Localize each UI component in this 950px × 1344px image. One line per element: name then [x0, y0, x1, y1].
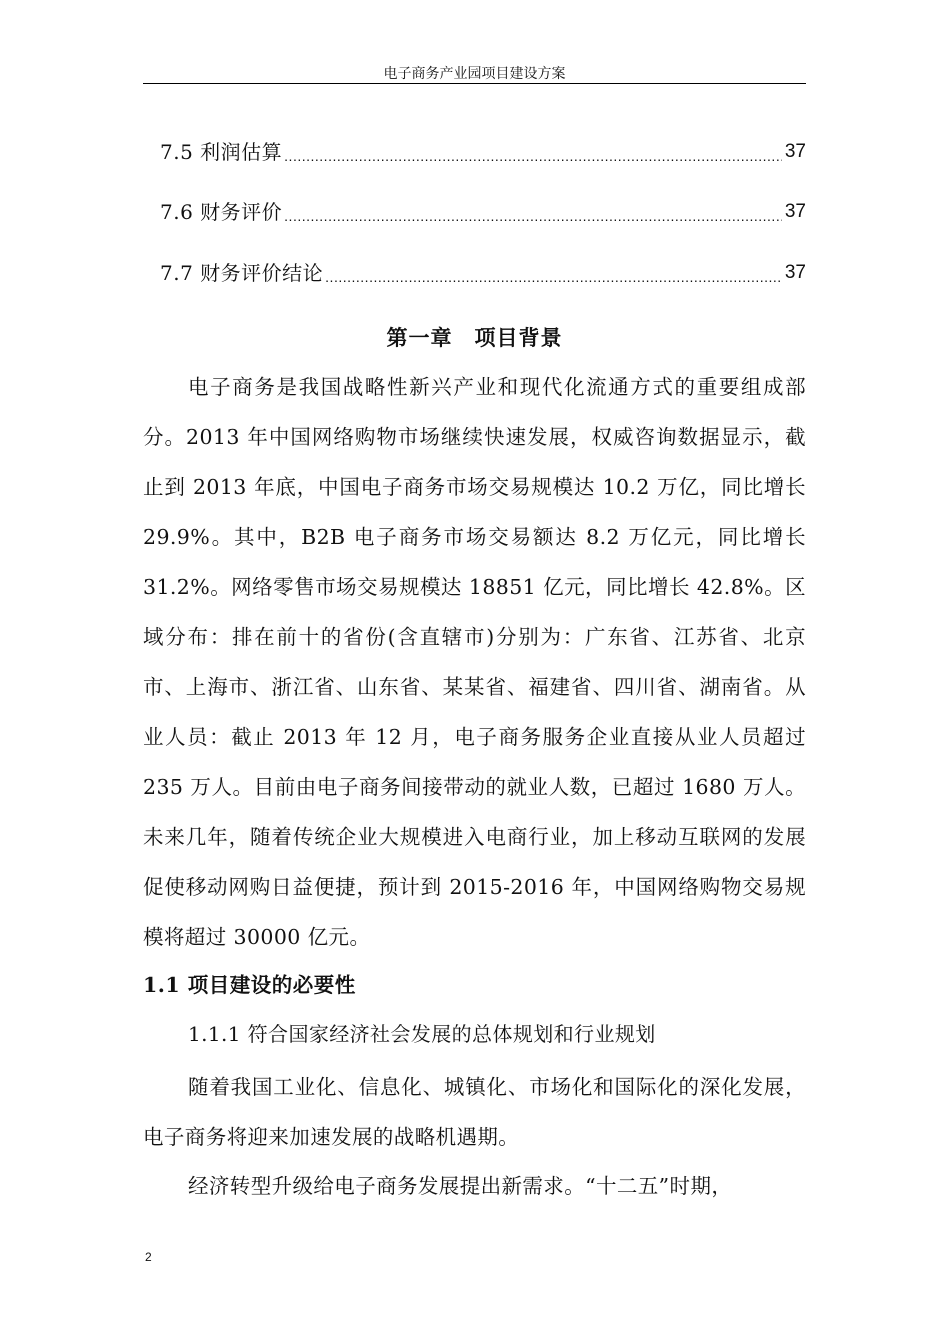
toc-entry-title: 7.5 利润估算	[160, 140, 283, 164]
section-heading: 1.1 项目建设的必要性	[143, 973, 356, 997]
paragraph-opportunity: 随着我国工业化、信息化、城镇化、市场化和国际化的深化发展，电子商务将迎来加速发展的战略机遇期。	[143, 1075, 806, 1149]
subsection-heading: 1.1.1 符合国家经济社会发展的总体规划和行业规划	[188, 1022, 656, 1046]
toc-entry[interactable]	[160, 197, 806, 227]
toc-entry-title: 7.6 财务评价	[160, 200, 283, 224]
toc-entry-title: 7.7 财务评价结论	[160, 261, 324, 285]
page-number: 2	[145, 1250, 152, 1264]
toc-entry-page: 37	[784, 141, 806, 162]
toc-leader-dots	[284, 145, 782, 167]
toc-leader-dots	[325, 266, 782, 288]
toc-entry-page: 37	[784, 201, 806, 222]
chapter-title: 第一章 项目背景	[386, 325, 563, 350]
running-header: 电子商务产业园项目建设方案	[383, 66, 566, 82]
toc-entry[interactable]	[160, 258, 806, 288]
toc-entry[interactable]	[160, 137, 806, 167]
header-rule	[143, 83, 806, 84]
paragraph-background: 电子商务是我国战略性新兴产业和现代化流通方式的重要组成部分。2013 年中国网络购物市场继续快速发展，权威咨询数据显示，截止到 2013 年底，中国电子商务市场交易规模达 10.2 万亿，同比增长 29.9%。其中，B2B 电子商务市场交易额达 8.2 万亿元，同比增长 31.2%。网络零售市场交易规模达 18851 亿元，同比增长 42.8%。区域分布：排在前十的省份(含直辖市)分别为：广东省、江苏省、北京市、上海市、浙江省、山东省、某某省、福建省、四川省、湖南省。从业人员：截止 2013 年 12 月，电子商务服务企业直接从业人员超过 235 万人。目前由电子商务间接带动的就业人数，已超过 1680 万人。未来几年，随着传统企业大规模进入电商行业，加上移动互联网的发展促使移动网购日益便捷，预计到 2015-2016 年，中国网络购物交易规模将超过 30000 亿元。	[143, 375, 806, 949]
toc-leader-dots	[284, 205, 782, 227]
paragraph-transformation: 经济转型升级给电子商务发展提出新需求。“十二五”时期，	[188, 1174, 733, 1198]
toc-entry-page: 37	[784, 262, 806, 283]
